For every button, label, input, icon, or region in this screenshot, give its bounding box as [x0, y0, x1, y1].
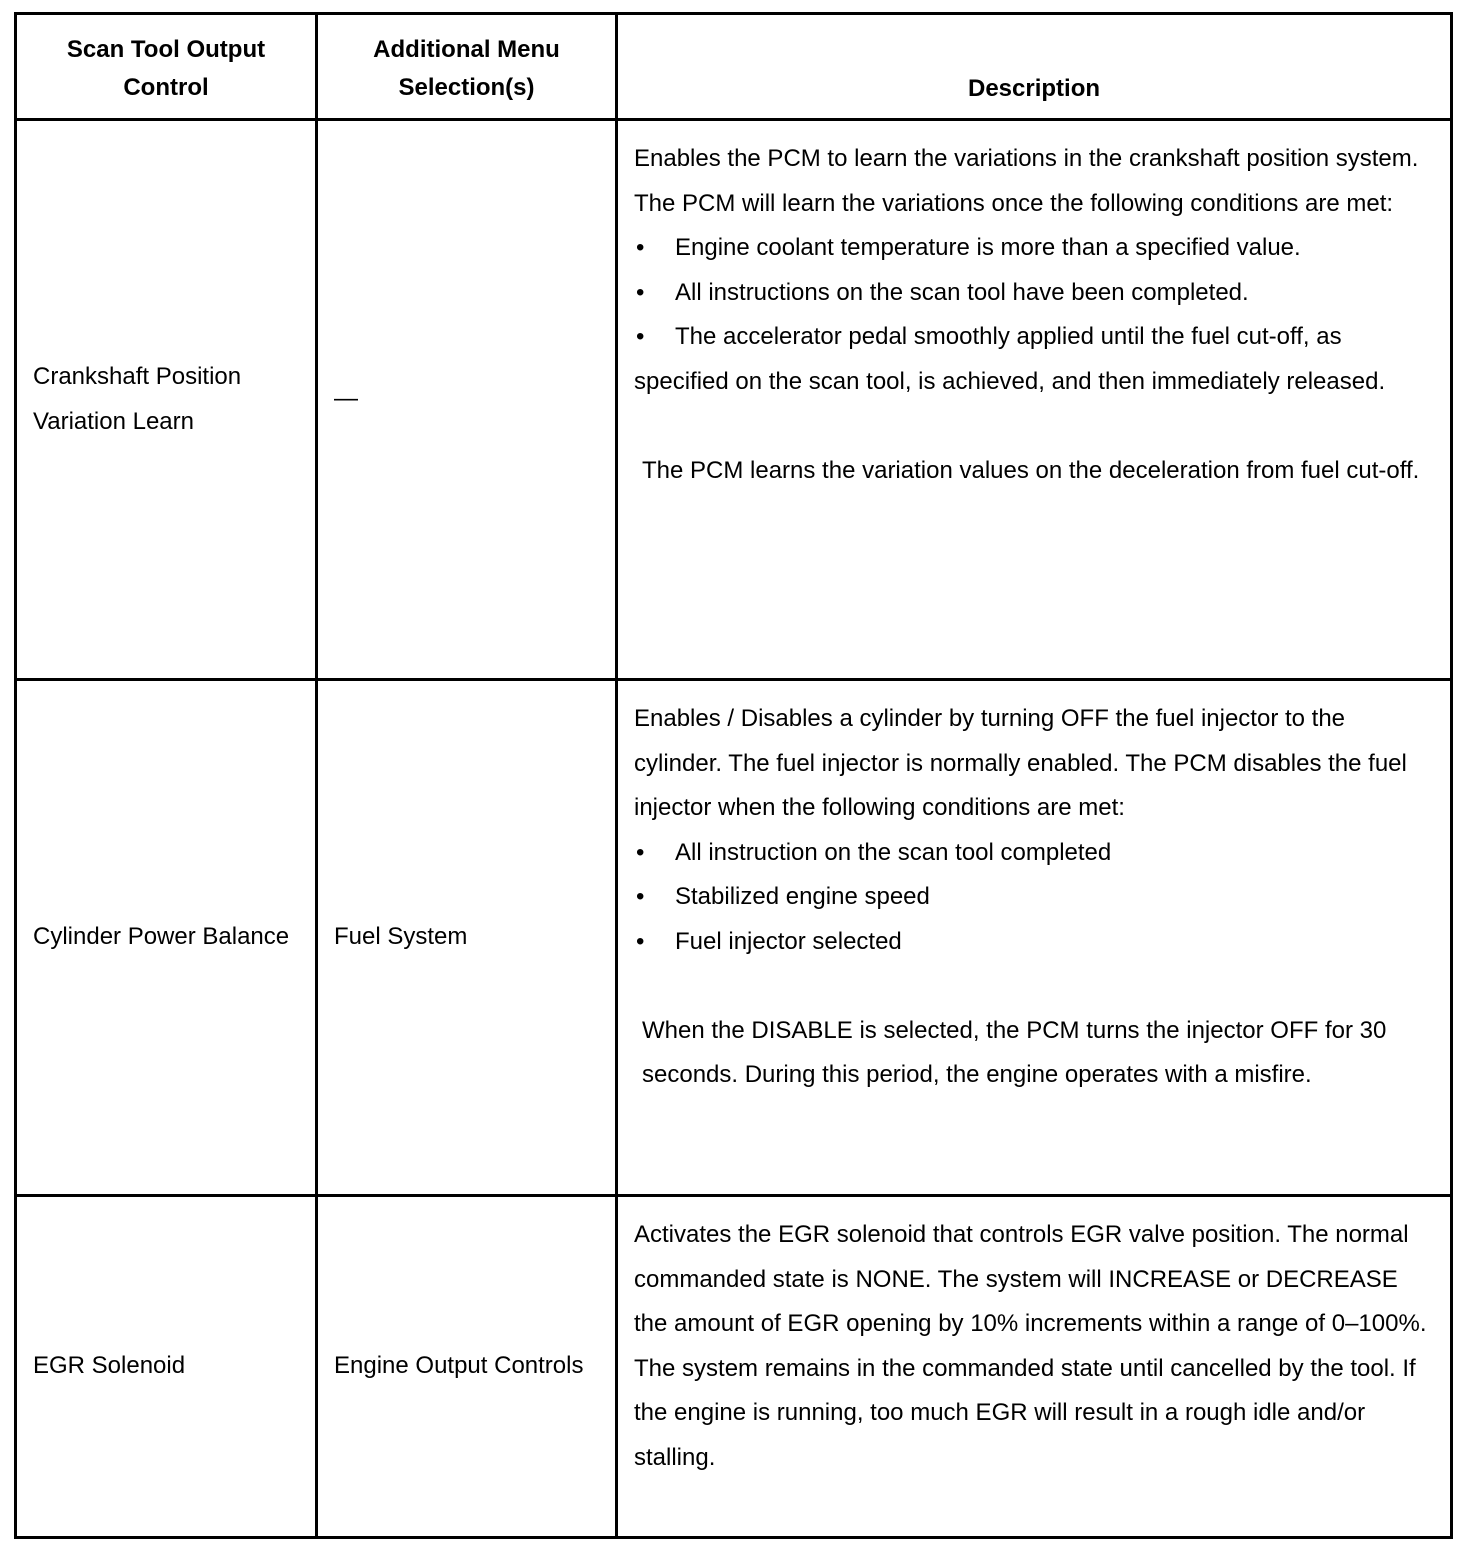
table-row	[16, 680, 1452, 1196]
bullet-icon: •	[636, 838, 645, 866]
description-cell	[617, 680, 1452, 1196]
spacer	[634, 964, 1434, 1009]
list-item	[634, 831, 1434, 876]
menu-selection-cell: Engine Output Controls	[317, 1196, 617, 1538]
list-item	[634, 920, 1434, 965]
bullet-icon: •	[636, 927, 645, 955]
output-control-cell: EGR Solenoid	[16, 1196, 317, 1538]
menu-selection-cell: —	[317, 120, 617, 680]
list-item	[634, 315, 1434, 404]
table-header-row	[16, 14, 1452, 120]
table-row	[16, 1196, 1452, 1538]
description-cell	[617, 120, 1452, 680]
table-row	[16, 120, 1452, 680]
condition-text: All instruction on the scan tool completed	[675, 838, 1112, 866]
header-output-control: Scan Tool Output Control	[16, 14, 317, 120]
condition-text: All instructions on the scan tool have been completed.	[675, 278, 1249, 306]
list-item	[634, 875, 1434, 920]
list-item	[634, 271, 1434, 316]
bullet-icon: •	[636, 883, 645, 910]
bullet-icon: •	[636, 323, 645, 350]
header-description: Description	[617, 14, 1452, 120]
bullet-icon: •	[636, 234, 645, 261]
spacer	[634, 404, 1434, 449]
condition-text: Engine coolant temperature is more than a specified value.	[675, 234, 1301, 261]
condition-text: Fuel injector selected	[675, 927, 902, 955]
list-item	[634, 226, 1434, 271]
condition-text: Stabilized engine speed	[675, 883, 930, 910]
output-control-cell: Cylinder Power Balance	[16, 680, 317, 1196]
condition-list	[634, 226, 1434, 404]
description-cell	[617, 1196, 1452, 1538]
scan-tool-output-controls-table	[14, 12, 1453, 1539]
bullet-icon: •	[636, 278, 645, 306]
description-intro: Enables / Disables a cylinder by turning OFF the fuel injector to the cylinder. The fuel injector is normally enabled. The PCM disables the fuel injector when the following conditions are met:	[634, 705, 1407, 821]
menu-selection-cell: Fuel System	[317, 680, 617, 1196]
header-menu-selection: Additional Menu Selection(s)	[317, 14, 617, 120]
description-intro: Enables the PCM to learn the variations in the crankshaft position system. The PCM will learn the variations once the following conditions are met:	[634, 145, 1419, 217]
condition-text: The accelerator pedal smoothly applied until the fuel cut-off, as specified on the scan tool, is achieved, and then immediately released.	[634, 323, 1386, 395]
description-note: The PCM learns the variation values on the deceleration from fuel cut-off.	[642, 456, 1420, 484]
output-control-cell: Crankshaft Position Variation Learn	[16, 120, 317, 680]
description-note: When the DISABLE is selected, the PCM turns the injector OFF for 30 seconds. During this period, the engine operates with a misfire.	[642, 1016, 1387, 1088]
description-intro: Activates the EGR solenoid that controls EGR valve position. The normal commanded state is NONE. The system will INCREASE or DECREASE the amount of EGR opening by 10% increments within a range of 0–100%. The system remains in the commanded state until cancelled by the tool. If the engine is running, too much EGR will result in a rough idle and/or stalling.	[634, 1221, 1427, 1471]
condition-list	[634, 831, 1434, 965]
